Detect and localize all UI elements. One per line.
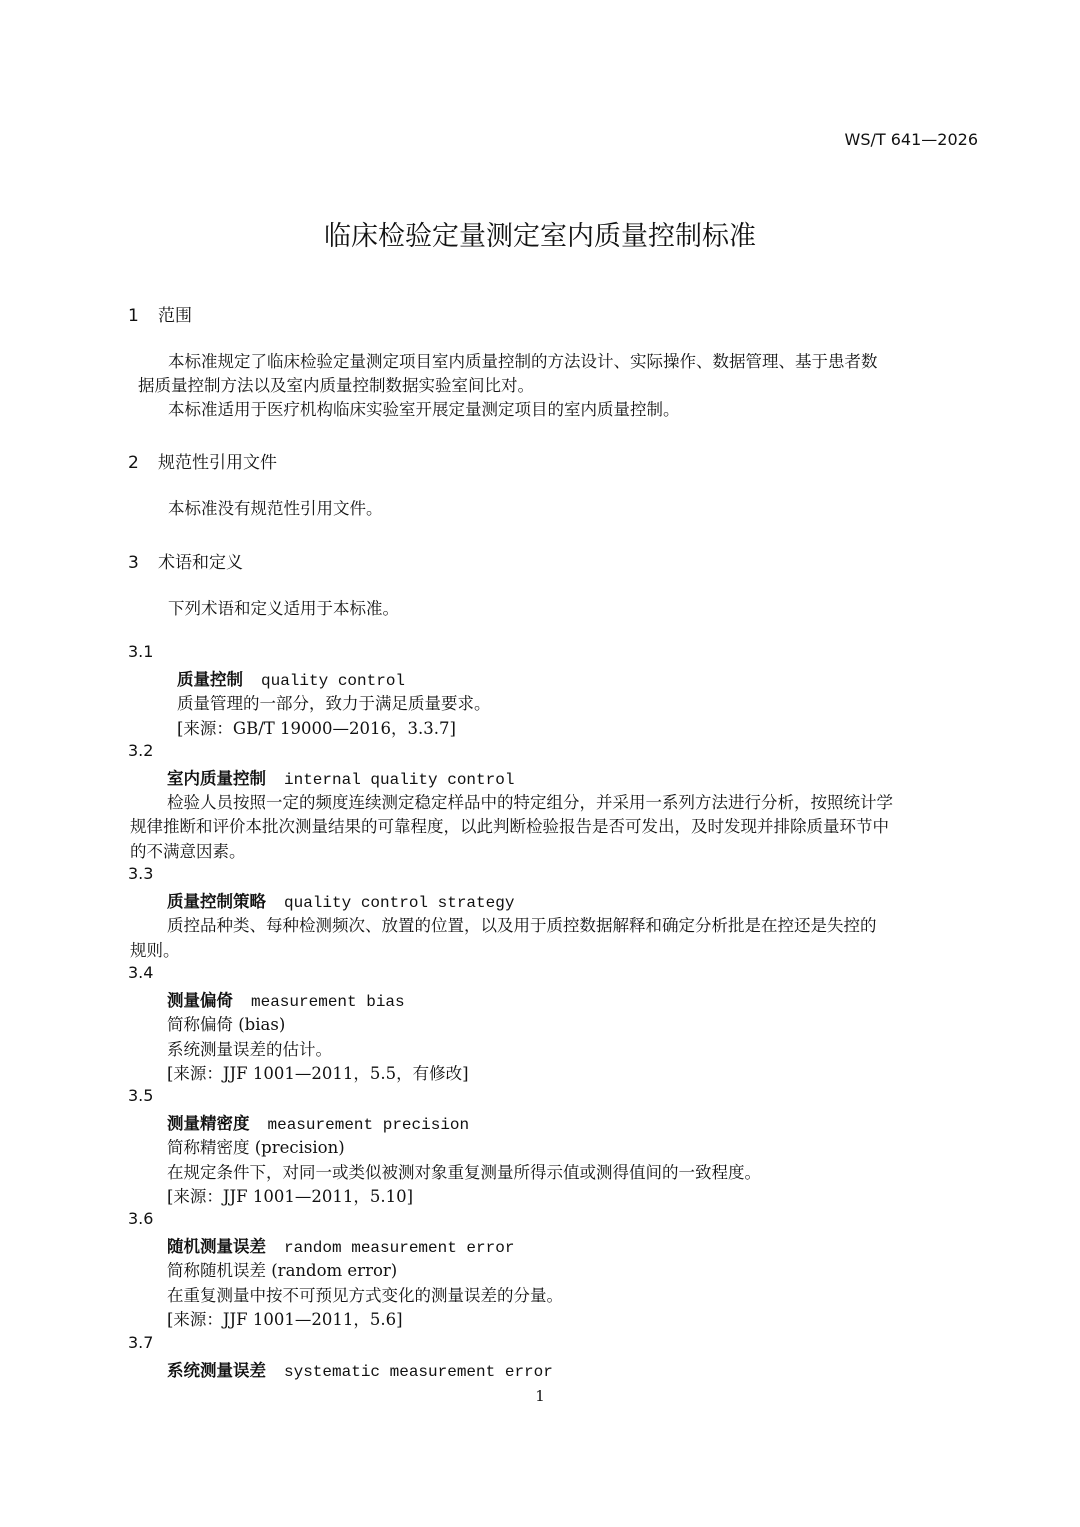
term-heading [167,1110,469,1134]
term-source: [来源：GB/T 19000—2016，3.3.7] [177,719,456,738]
term-source: [来源：JJF 1001—2011，5.6] [167,1310,403,1329]
paragraph-line: 本标准规定了临床检验定量测定项目室内质量控制的方法设计、实际操作、数据管理、基于患者数 [168,352,878,371]
term-number: 3.6 [128,1209,154,1228]
term-text: 质量管理的一部分，致力于满足质量要求。 [177,694,491,713]
term-text: 规则。 [130,941,180,960]
term-en: quality control [261,672,406,690]
term-number: 3.5 [128,1086,154,1105]
term-en: internal quality control [284,771,515,789]
term-zh: 质量控制策略 [167,892,266,911]
term-heading [167,1357,553,1381]
term-zh: 质量控制 [177,670,243,689]
term-zh: 系统测量误差 [167,1361,266,1380]
term-text: 在规定条件下，对同一或类似被测对象重复测量所得示值或测得值间的一致程度。 [167,1163,761,1182]
term-heading [177,666,405,690]
page-number: 1 [535,1387,545,1405]
term-number: 3.4 [128,963,154,982]
section-number: 2 [128,453,139,473]
paragraph-line: 本标准适用于医疗机构临床实验室开展定量测定项目的室内质量控制。 [168,400,680,419]
standard-number: WS/T 641—2026 [844,130,978,149]
section-heading-2 [128,448,277,473]
term-zh: 随机测量误差 [167,1237,266,1256]
term-text: 规律推断和评价本批次测量结果的可靠程度，以此判断检验报告是否可发出，及时发现并排除质量环节中 [130,817,889,836]
term-number: 3.3 [128,864,154,883]
term-abbrev: 简称随机误差 (random error) [167,1261,398,1280]
term-en: quality control strategy [284,894,515,912]
term-text: 系统测量误差的估计。 [167,1040,332,1059]
paragraph-line: 据质量控制方法以及室内质量控制数据实验室间比对。 [138,376,534,395]
term-text: 的不满意因素。 [130,842,246,861]
section-number: 1 [128,306,139,326]
section-number: 3 [128,553,139,573]
term-heading [167,765,514,789]
term-source: [来源：JJF 1001—2011，5.5，有修改] [167,1064,469,1083]
term-zh: 测量偏倚 [167,991,233,1010]
term-en: measurement precision [267,1116,470,1134]
term-en: systematic measurement error [284,1363,553,1381]
term-number: 3.2 [128,741,154,760]
term-text: 检验人员按照一定的频度连续测定稳定样品中的特定组分，并采用一系列方法进行分析，按照统计学 [167,793,893,812]
term-number: 3.7 [128,1333,154,1352]
term-text: 在重复测量中按不可预见方式变化的测量误差的分量。 [167,1286,563,1305]
term-number: 3.1 [128,642,154,661]
document-title: 临床检验定量测定室内质量控制标准 [324,221,756,252]
term-zh: 测量精密度 [167,1114,250,1133]
term-heading [167,1233,514,1257]
section-heading-1 [128,301,192,326]
term-heading [167,987,405,1011]
term-en: random measurement error [284,1239,515,1257]
term-abbrev: 简称偏倚 (bias) [167,1015,286,1034]
term-abbrev: 简称精密度 (precision) [167,1138,345,1157]
term-text: 质控品种类、每种检测频次、放置的位置，以及用于质控数据解释和确定分析批是在控还是失控的 [167,916,877,935]
section-title: 规范性引用文件 [158,453,277,473]
section-heading-3 [128,548,243,573]
section-title: 范围 [158,306,192,326]
section-title: 术语和定义 [158,553,243,573]
term-heading [167,888,514,912]
term-source: [来源：JJF 1001—2011，5.10] [167,1187,414,1206]
term-en: measurement bias [251,993,405,1011]
paragraph-line: 本标准没有规范性引用文件。 [168,499,383,518]
term-zh: 室内质量控制 [167,769,266,788]
paragraph-line: 下列术语和定义适用于本标准。 [168,599,399,618]
